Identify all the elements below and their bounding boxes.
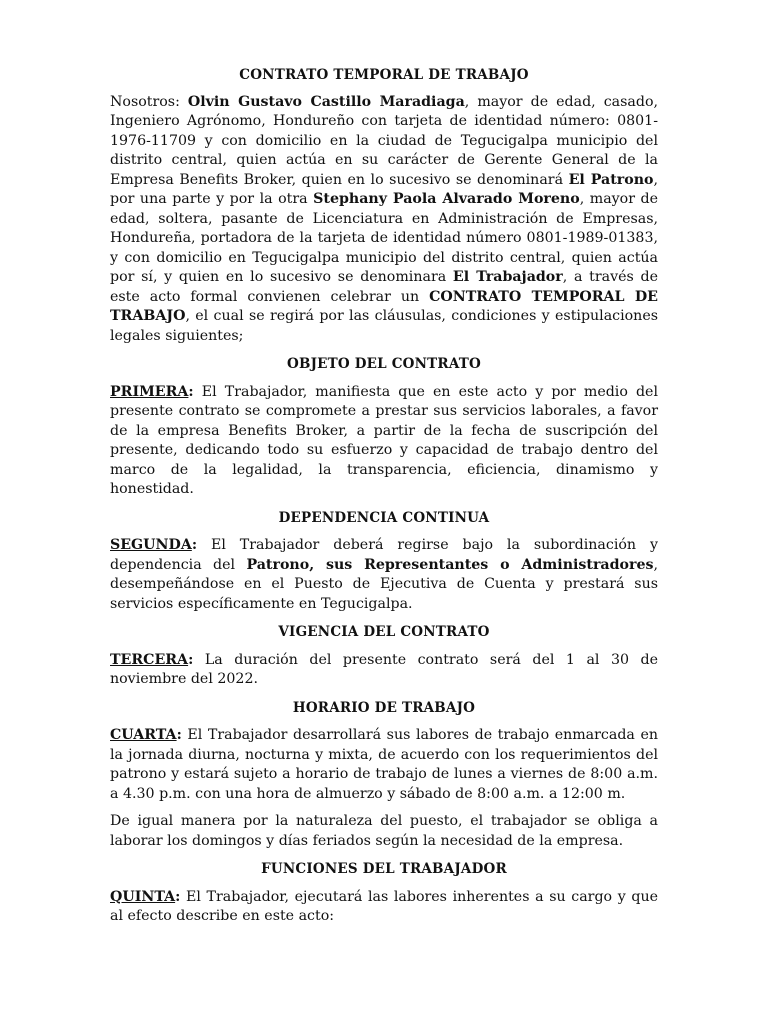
intro-text-1: Nosotros: [110,93,188,110]
clause-label-primera: PRIMERA [110,383,189,400]
clause-text-segunda-2: , desempeñándose en el Puesto de Ejecutiva de Cuenta y prestará sus servicios específicamente en Tegucigalpa. [110,556,658,612]
section-heading-objeto: OBJETO DEL CONTRATO [287,356,481,372]
clause-label-tercera: TERCERA [110,651,189,668]
employer-role: El Patrono [568,171,654,188]
clause-text-primera: El Trabajador, manifiesta que en este acto y por medio del presente contrato se compromete a prestar sus servicios laborales, a favor de la empresa Benefits Broker, a partir de la fecha de suscripción del presente, dedicando todo su esfuerzo y capacidad de trabajo dentro del marco de la legalidad, la transparencia, eficiencia, dinamismo y honestidad. [110,383,658,497]
section-heading-horario: HORARIO DE TRABAJO [292,699,476,716]
section-heading-dependencia: DEPENDENCIA CONTINUA [278,509,490,526]
clause-segunda [110,536,658,614]
clause-cuarta [110,726,658,804]
clause-colon: : [175,888,181,905]
clause-bold-segunda: Patrono, sus Representantes o Administradores [246,556,654,573]
document-page [110,66,658,935]
intro-text-3: , por una parte y por la otra [110,171,658,207]
clause-text-segunda-1: El Trabajador deberá regirse bajo la subordinación y dependencia del [110,537,658,573]
intro-text-4: , mayor de edad, soltera, pasante de Licenciatura en Administración de Empresas, Hondureña, portadora de la tarjeta de identidad número 0801-1989-01383, y con domicilio en Tegucigalpa municipio del distrito central, quien actúa por sí, y quien en lo sucesivo se denominara [110,191,658,285]
clause-cuarta-continued: De igual manera por la naturaleza del puesto, el trabajador se obliga a laborar los domingos y días feriados según la necesidad de la empresa. [110,813,658,849]
clause-tercera [110,651,658,690]
clause-primera [110,383,658,500]
clause-text-cuarta: El Trabajador desarrollará sus labores de trabajo enmarcada en la jornada diurna, nocturna y mixta, de acuerdo con los requerimientos del patrono y estará sujeto a horario de trabajo de lunes a viernes de 8:00 a.m. a 4.30 p.m. con una hora de almuerzo y sábado de 8:00 a.m. a 12:00 m. [110,727,658,802]
intro-paragraph [110,93,658,347]
employee-role: El Trabajador [452,269,563,285]
clause-colon: : [191,537,198,553]
clause-text-quinta: El Trabajador, ejecutará las labores inherentes a su cargo y que al efecto describe en este acto: [110,888,658,924]
clause-label-quinta: QUINTA [110,888,176,905]
clause-quinta [110,888,658,927]
document-title: CONTRATO TEMPORAL DE TRABAJO [239,67,529,83]
intro-text-5: , a través de este acto formal convienen celebrar un [110,269,658,305]
intro-text-6: , el cual se regirá por las cláusulas, condiciones y estipulaciones legales siguientes; [110,308,658,344]
section-heading-vigencia: VIGENCIA DEL CONTRATO [278,624,490,640]
contract-type: CONTRATO TEMPORAL DE TRABAJO [110,288,658,324]
intro-text-2: , mayor de edad, casado, Ingeniero Agrónomo, Hondureño con tarjeta de identidad número: 0801-1976-11709 y con domicilio en la ciudad de Tegucigalpa municipio del distrito central, quien actúa en su carácter de Gerente General de la Empresa Benefits Broker, quien en lo sucesivo se denominará [110,93,658,188]
employer-name: Olvin Gustavo Castillo Maradiaga [187,93,465,110]
section-heading-funciones: FUNCIONES DEL TRABAJADOR [261,861,507,877]
clause-label-segunda: SEGUNDA [110,537,192,553]
clause-text-tercera: La duración del presente contrato será del 1 al 30 de noviembre del 2022. [110,651,658,687]
clause-colon: : [188,383,194,400]
clause-colon: : [176,727,182,743]
clause-colon: : [188,651,194,668]
employee-name: Stephany Paola Alvarado Moreno [313,191,580,207]
clause-label-cuarta: CUARTA [110,727,177,743]
